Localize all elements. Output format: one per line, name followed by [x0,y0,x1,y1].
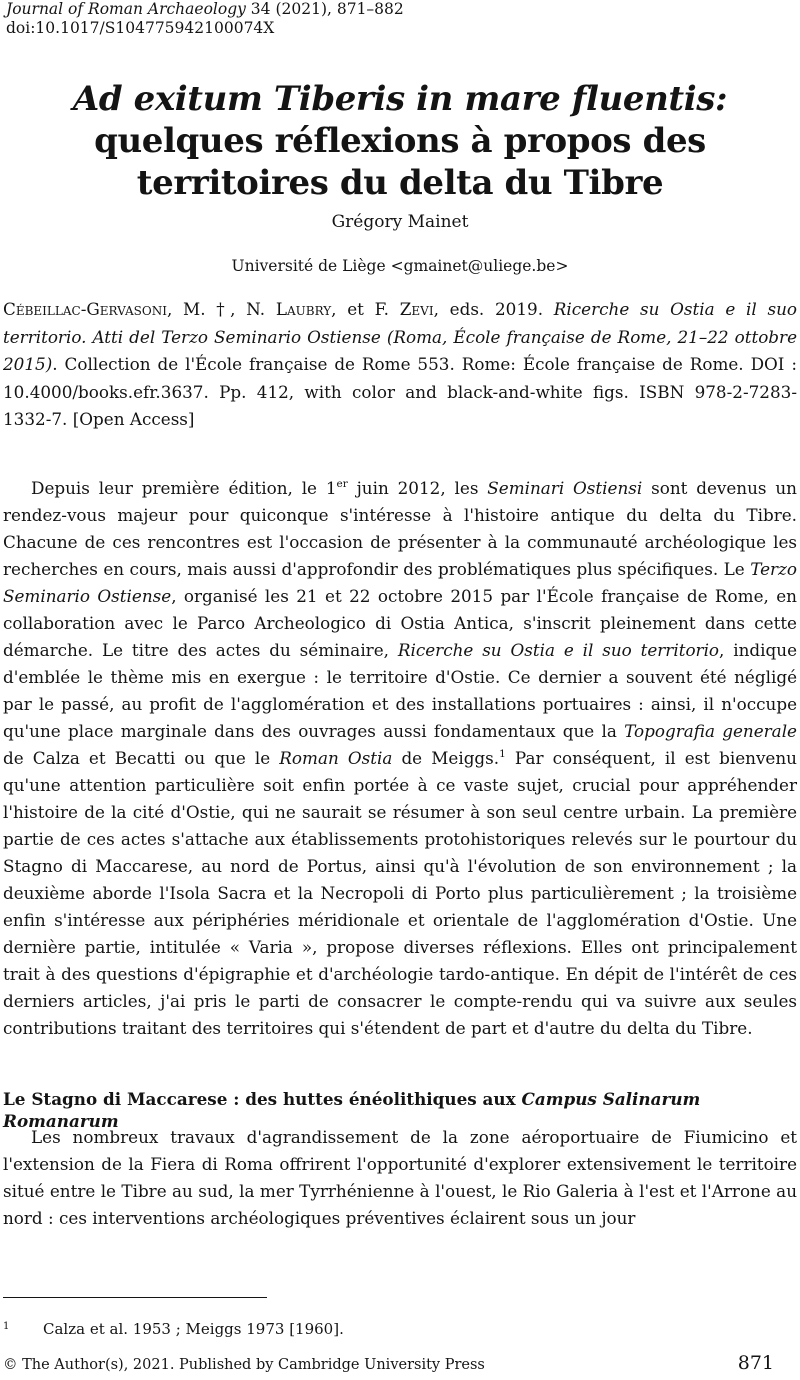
italic-term: Roman Ostia [279,748,393,768]
article-title [20,78,780,204]
italic-term: Ricerche su Ostia e il suo territorio [397,640,720,660]
text-run: juin 2012, les [347,478,488,498]
heading-text: Le Stagno di Maccarese : des huttes énéolithiques aux [3,1089,522,1109]
citation-text: , M. †, N. [166,299,276,319]
text-run: sont devenus un rendez-vous majeur pour quiconque s'intéresse à l'histoire antique du delta du Tibre. Chacune de ces rencontres est l'occasion de présenter à la communauté archéologique les recherches en cours, mais aussi d'approfondir des problématiques plus spécifiques. Le [3,478,797,579]
text-run: Par conséquent, il est bienvenu qu'une attention particulière soit enfin portée à ce vaste sujet, crucial pour appréhender l'histoire de la cité d'Ostie, qui ne saurait se résumer à son seul centre urbain. La première partie de ces actes s'attache aux établissements protohistoriques relevés sur le pourtour du Stagno di Maccarese, au nord de Portus, ainsi qu'à l'évolution de son environnement ; la deuxième aborde l'Isola Sacra et la Necropoli di Porto plus particulièrement ; la troisième enfin s'intéresse aux périphéries méridionale et orientale de l'agglomération d'Ostie. Une dernière partie, intitulée « Varia », propose diverses réflexions. Elles ont principalement trait à des questions d'épigraphie et d'archéologie tardo-antique. En dépit de l'intérêt de ces derniers articles, j'ai pris le parti de consacrer le compte-rendu qui va suivre aux seules contributions traitant des territoires qui s'étendent de part et d'autre du delta du Tibre. [3,748,797,1038]
italic-term: Seminari Ostiensi [487,478,643,498]
doi[interactable]: doi:10.1017/S104775942100074X [6,19,275,37]
text-run: , organisé les 21 et 22 octobre 2015 par l'École française de Rome, en collaboration avec le Parco Archeologico di Ostia Antica, s'inscrit pleinement dans cette démarche. Le titre des actes du séminaire, [3,586,797,660]
italic-term: Topografia generale [624,721,797,741]
body-paragraph [3,475,797,1042]
text-run: Depuis leur première édition, le 1 [31,478,337,498]
editor-name: Zevi [399,299,434,319]
footnote-marker[interactable]: 1 [499,748,506,760]
editor-name: Laubry [275,299,332,319]
text-run: de Calza et Becatti ou que le [3,748,280,768]
copyright-notice: © The Author(s), 2021. Published by Cambridge University Press [3,1357,485,1373]
author-name: Grégory Mainet [331,212,469,232]
page-number: 871 [737,1352,774,1374]
citation-text: , et F. [331,299,400,319]
citation-text: , eds. 2019. [433,299,554,319]
book-title: Ricerche su Ostia e il suo territorio. Atti del Terzo Seminario Ostiense (Roma, École française de Rome, 21–22 ottobre 2015) [3,299,798,374]
footnote-number: 1 [3,1321,10,1332]
text-run: de Meiggs. [392,748,500,768]
journal-name: Journal of Roman Archaeology [6,0,246,18]
reviewed-work-citation [3,296,797,434]
text-run: , indique d'emblée le thème mis en exergue : le territoire d'Ostie. Ce dernier a souvent été négligé par le passé, au profit de l'agglomération et des installations portuaires : ainsi, il n'occupe qu'une place marginale dans des ouvrages aussi fondamentaux que la [3,640,798,741]
italic-term: Terzo Seminario Ostiense [3,559,797,606]
footnote-divider [3,1297,267,1298]
author-affiliation[interactable]: Université de Liège <gmainet@uliege.be> [231,257,569,275]
journal-citation [6,0,404,19]
journal-header [6,0,404,38]
body-paragraph: Les nombreux travaux d'agrandissement de la zone aéroportuaire de Fiumicino et l'extension de la Fiera di Roma offrirent l'opportunité d'explorer extensivement le territoire situé entre le Tibre au sud, la mer Tyrrhénienne à l'ouest, le Rio Galeria à l'est et l'Arrone au nord : ces interventions archéologiques préventives éclairent sous un jour [3,1127,797,1228]
footnote-text: Calza et al. 1953 ; Meiggs 1973 [1960]. [43,1320,344,1338]
ordinal-superscript: er [336,478,348,490]
footnote [3,1320,344,1338]
volume-pages: 34 (2021), 871–882 [245,0,404,18]
citation-details: . Collection de l'École française de Rome 553. Rome: École française de Rome. DOI : 10.4000/books.efr.3637. Pp. 412, with color and black-and-white figs. ISBN 978-2-7283-1332-7. [Open Access] [3,354,797,429]
title-latin-quote: Ad exitum Tiberis in mare fluentis: [72,79,728,119]
editor-name: Cébeillac-Gervasoni [3,299,167,319]
title-rest: quelques réflexions à propos des territoires du delta du Tibre [94,121,706,203]
heading-italic: Campus Salinarum Romanarum [3,1089,701,1131]
